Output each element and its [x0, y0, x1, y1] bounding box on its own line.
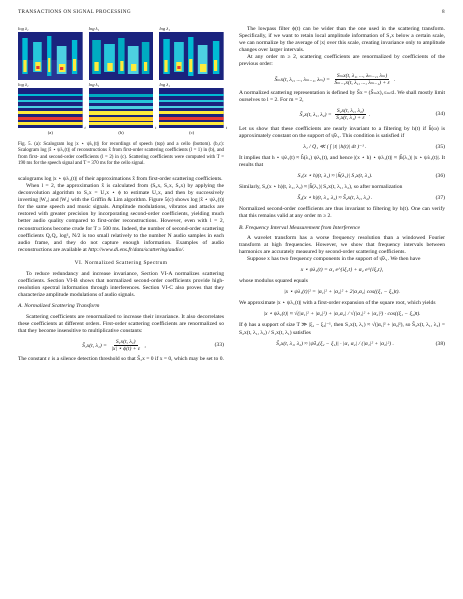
paragraph: A wavelet transform has a worse frequency resolution than a windowed Fourier transform at high frequencies. However, we show that frequency intervals between harmonics are accurately measured by second-order scattering coefficients. [239, 234, 445, 255]
equation-rhs: ≪ ( ∫ |t| |h(t)| dt )⁻¹ . [319, 143, 367, 150]
panel-speech-c [159, 26, 224, 80]
subsection-heading: A. Normalized Scattering Transform [18, 303, 100, 310]
paragraph [18, 183, 224, 254]
paragraph-text: When l = 2, the approximation x̃ is calculated from (S₀x, S₁x, S₂x) by applying the deconvolution algorithm to S₁x = U₁x ⋆ ϕ to estimate U₁x, and then by successively inverting |W₂| and |W₁| with the Griffin & Lim algorithm. Figure 5(c) shows log |x̃ ⋆ ψλ₁(t)| for the same speech and music signals. Amplitude modulations, vibratos and attacks are restored with greater precision by incorporating second-order coefficients, yielding much better audio quality compared to first-order reconstructions. However, even with l = 2, reconstructions become crude for T ≥ 500 ms. Indeed, the number of second-order scattering coefficients Q₁Q₂ log²₂ N/2 is too small relatively to the number N audio samples in each audio frame, and they do not capture enough information. Examples of audio reconstructions are available at [18, 183, 224, 253]
figure-panel-letters [18, 129, 224, 136]
equation-tail: . [368, 112, 371, 119]
panel-speech-b [89, 26, 154, 80]
equation-body: S₁(x ⋆ h)(t, λ₁) ≈ |ĥ(λ₁)| S₁x(t, λ₁). [297, 173, 373, 180]
journal-name: TRANSACTIONS ON SIGNAL PROCESSING [18, 9, 131, 15]
y-axis-label: log λ₁ [159, 82, 170, 87]
left-column [18, 26, 227, 363]
equation-body: |x ⋆ ψλ₁(t)| ≈ √(|α₁|² + |α₂|²) + |α₁α₂| / √(|α₁|² + |α₂|²) · cos((ξ₁ − ξ₂)t). [263, 311, 421, 318]
equation-sqrt-expansion [239, 311, 445, 318]
denominator: Sₘ₋₁x(t, λ₁, ..., λₘ₋₁) + ε [334, 79, 390, 86]
equation-modulus [239, 289, 445, 296]
x-axis-label: t [225, 124, 227, 130]
paragraph: Suppose x has two frequency components in the support of ψ̂λ₁. We then have [247, 255, 421, 262]
equation-number: (34) [435, 111, 445, 118]
scalogram-cello-c [159, 88, 224, 128]
numerator: Sₘx(t, λ₁, ..., λₘ₋₁, λₘ) [336, 72, 388, 79]
equation-tail: , [144, 342, 146, 349]
y-axis-label: log λ₁ [88, 26, 100, 31]
equation-34 [239, 108, 445, 121]
audio-examples-link[interactable]: http://www.di.ens.fr/data/scattering/audio/. [88, 246, 185, 253]
equation-lhs: S̃ₘx(t, λ₁, ..., λₘ₋₁, λₘ) = [274, 76, 330, 83]
denominator: S₁x(t, λ₁) + ε [336, 115, 365, 122]
equation-body: x ⋆ ψλ₁(t) = α₁ e^{iξ₁t} + α₂ e^{iξ₂t}, [300, 266, 384, 273]
equation-36 [239, 173, 445, 180]
fraction [109, 339, 142, 352]
equation-number: (38) [435, 340, 445, 347]
numerator: S₂x(t, λ₁, λ₂) [336, 108, 364, 115]
running-head [18, 9, 445, 15]
y-axis-label: log λ₁ [88, 82, 100, 87]
equation-lhs: S̃₁x(t, λ₁) = [82, 342, 107, 349]
figure-caption: Fig. 5. (a): Scalogram log |x ⋆ ψλ₁(t)| for recordings of speech (top) and a cello (bottom). (b,c): Scalogram log |x̃ ⋆ ψλ₁(t)| of reconstructions x̃ from first-order scattering coefficients (l = 1) in (b), and from first- and second-order coefficients (l = 2) in (c). Scattering coefficients were computed with T = 190 ms for the speech signal and T = 370 ms for the cello signal. [18, 142, 224, 166]
fraction [334, 108, 366, 121]
panel-letter: (a) [47, 130, 53, 135]
equation-37 [239, 195, 445, 202]
equation-number: (37) [435, 195, 445, 202]
paragraph: scalograms log |x ⋆ ψλ₁(t)| of their approximations x̃ from first-order scattering coefficients. [18, 175, 223, 182]
scalogram-speech-b [89, 32, 154, 80]
equation-components [239, 267, 445, 274]
paragraph: We approximate |x ⋆ ψλ₁(t)| with a first-order expansion of the square root, which yields [239, 300, 436, 307]
x-axis-label: t [155, 124, 157, 130]
panel-letter: (c) [189, 130, 195, 135]
y-axis-label: log λ₁ [159, 26, 170, 31]
equation-35 [239, 144, 445, 151]
paragraph: whose modulus squared equals [239, 278, 308, 285]
panel-cello-b [88, 82, 157, 130]
figure-5 [18, 26, 227, 130]
paragraph: Similarly, S₂(x ⋆ h)(t, λ₁, λ₂) ≈ |ĥ(λ₁)| S₂x(t, λ₁, λ₂), so after normalization [239, 184, 403, 191]
scalogram-speech-c [159, 32, 224, 80]
paragraph: Let us show that these coefficients are nearly invariant to a filtering by h(t) if ĥ(ω) is approximately constant on the support of ψ̂λ₁. This condition is satisfied if [239, 125, 445, 139]
paragraph: The lowpass filter ϕ(t) can be wider than the one used in the scattering transform. Specifically, if we want to retain local amplitude information of S₁x below a certain scale, we can normalize by the average of |x| over this scale, creating invariance only to amplitude changes over larger intervals. [239, 26, 445, 54]
panel-letter: (b) [118, 130, 124, 135]
y-axis-label: log λ₁ [18, 82, 29, 87]
equation-body: S̃₂(x ⋆ h)(t, λ₁, λ₂) ≈ S̃₂x(t, λ₁, λ₂) . [297, 195, 373, 202]
equation-m-order [239, 73, 445, 86]
paragraph: If ϕ has a support of size T ≫ |ξ₁ − ξ₂|⁻¹, then S₁x(t, λ₁) ≈ √(|α₁|² + |α₂|²), so S̃₂x(t, λ₁, λ₂) = S₂x(t, λ₁, λ₂) / S₁x(t, λ₁) satisfies [239, 322, 445, 336]
equation-tail: . [394, 76, 396, 83]
section-heading: VI. Normalized Scattering Spectrum [74, 259, 168, 266]
scalogram-cello-b [89, 88, 154, 128]
equation-33 [18, 339, 224, 352]
x-axis-label: t [84, 124, 86, 130]
panel-speech-a [18, 26, 83, 80]
scalogram-speech-a [18, 32, 83, 80]
scalogram-cello-a [18, 88, 83, 128]
equation-body: S̃₂x(t, λ₁, λ₂) ≈ |ψ̂λ₂(ξ₂ − ξ₁)| · |α₁ α₂| / (|α₁|² + |α₂|²) . [276, 340, 394, 347]
paragraph: Scattering coefficients are renormalized to increase their invariance. It also decorrelates these coefficients at different orders. First-order scattering coefficients are renormalized so that they become insensitive to multiplicative constants: [18, 313, 224, 334]
panel-cello-a [18, 82, 86, 130]
numerator: S₁x(t, λ₁) [115, 338, 136, 345]
equation-number: (36) [435, 173, 445, 180]
paragraph: A normalized scattering representation is defined by S̃x = (S̃ₘx)₁≤ₘ≤l. We shall mostly limit ourselves to l = 2. For m = 2, [239, 89, 445, 104]
equation-number: (33) [214, 341, 224, 348]
paragraph: To reduce redundancy and increase invariance, Section VI-A normalizes scattering coefficients. Section VI-B shows that normalized second-order coefficients provide high-resolution spectral information through interferences. Section VI-C also proves that they characterize amplitude modulations of audio signals. [18, 271, 224, 299]
panel-cello-c [159, 82, 227, 130]
equation-number: (35) [435, 143, 445, 150]
paragraph: It implies that h ⋆ ψλ₁(t) ≈ ĥ(λ₁) ψλ₁(t), and hence |(x ⋆ h) ⋆ ψλ₁(t)| ≈ |ĥ(λ₁)| |x ⋆ ψλ₁(t)|. It results that [239, 154, 445, 168]
equation-body: |x ⋆ ψλ₁(t)|² = |α₁|² + |α₂|² + 2|α₁α₂| cos((ξ₁ − ξ₂)t). [284, 289, 400, 296]
right-column [239, 26, 445, 352]
page-number: 8 [442, 9, 445, 15]
paragraph: At any order m ≥ 2, scattering coefficients are renormalized by coefficients of the previous order: [239, 54, 445, 68]
paragraph: Normalized second-order coefficients are thus invariant to filtering by h(t). One can verify that this remains valid at any order m ≥ 2. [239, 206, 445, 220]
subsection-heading: B. Frequency Interval Measurement from Interference [239, 224, 360, 231]
y-axis-label: log λ₁ [18, 26, 29, 31]
denominator: |x| ⋆ ϕ(t) + ε [111, 345, 141, 352]
paragraph: The constant ε is a silence detection threshold so that S̃₁x = 0 if x = 0, which may be set to 0. [18, 356, 224, 363]
equation-lhs: λ₁ / Q₁ [303, 143, 319, 150]
fraction [332, 73, 391, 86]
equation-38 [239, 341, 445, 348]
equation-lhs: S̃₂x(t, λ₁, λ₂) = [299, 112, 332, 119]
